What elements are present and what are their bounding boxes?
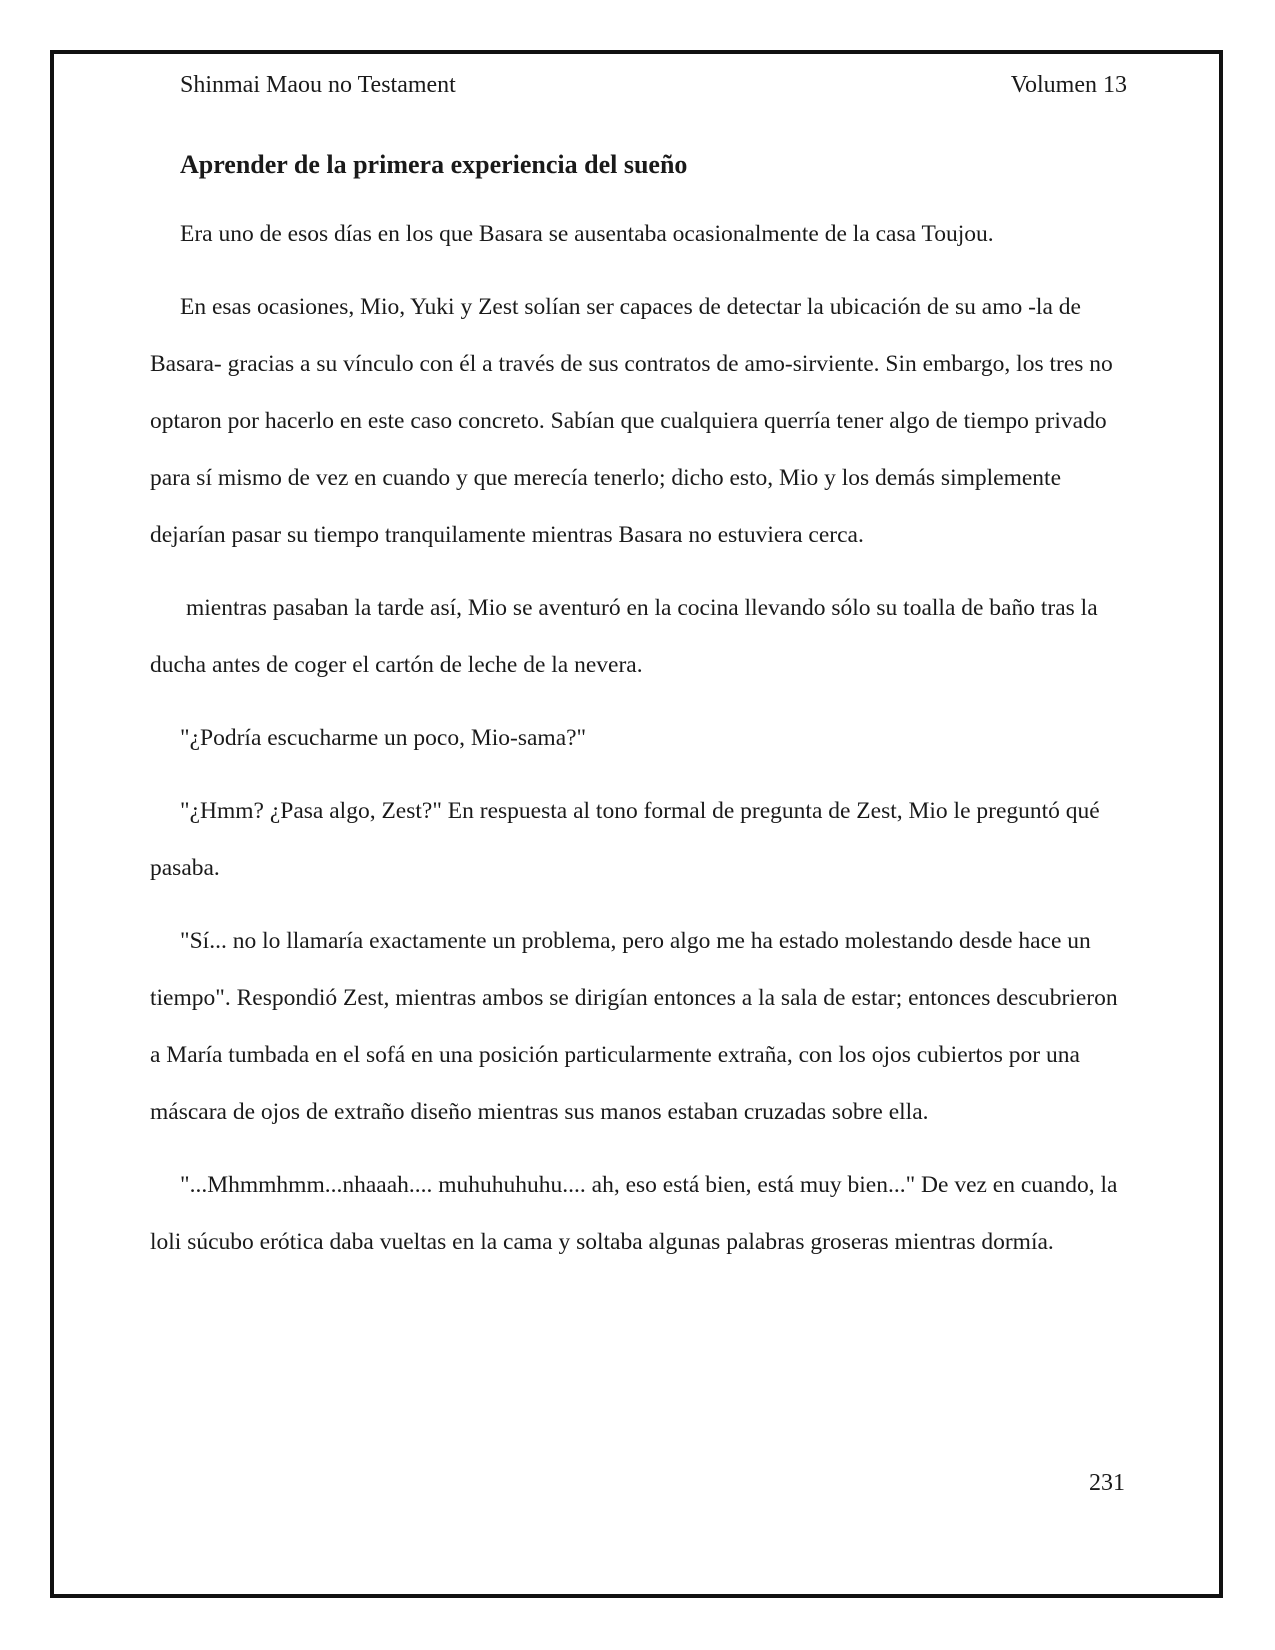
paragraph: "...Mhmmhmm...nhaaah.... muhuhuhuhu.... ah, eso está bien, está muy bien..." De vez en cuando, la loli súcubo erótica daba vueltas en la cama y soltaba algunas palabras groseras mientras dormía. — [150, 1172, 1118, 1255]
paragraph: "¿Podría escucharme un poco, Mio-sama?" — [180, 725, 587, 751]
paragraph: mientras pasaban la tarde así, Mio se aventuró en la cocina llevando sólo su toalla de baño tras la ducha antes de coger el cartón de leche de la nevera. — [150, 595, 1098, 678]
book-title: Shinmai Maou no Testament — [180, 72, 456, 98]
paragraph: Era uno de esos días en los que Basara se ausentaba ocasionalmente de la casa Toujou. — [180, 221, 994, 247]
paragraph: "Sí... no lo llamaría exactamente un problema, pero algo me ha estado molestando desde hace un tiempo". Respondió Zest, mientras ambos se dirigían entonces a la sala de estar; entonces descubrieron a María tumbada en el sofá en una posición particularmente extraña, con los ojos cubiertos por una máscara de ojos de extraño diseño mientras sus manos estaban cruzadas sobre ella. — [150, 928, 1118, 1125]
chapter-title: Aprender de la primera experiencia del sueño — [180, 150, 688, 179]
page-number: 231 — [1089, 1470, 1125, 1496]
paragraph: En esas ocasiones, Mio, Yuki y Zest solían ser capaces de detectar la ubicación de su amo -la de Basara- gracias a su vínculo con él a través de sus contratos de amo-sirviente. Sin embargo, los tres no optaron por hacerlo en este caso concreto. Sabían que cualquiera querría tener algo de tiempo privado para sí mismo de vez en cuando y que merecía tenerlo; dicho esto, Mio y los demás simplemente dejarían pasar su tiempo tranquilamente mientras Basara no estuviera cerca. — [150, 294, 1113, 548]
volume-label: Volumen 13 — [1010, 72, 1127, 98]
paragraph: "¿Hmm? ¿Pasa algo, Zest?" En respuesta al tono formal de pregunta de Zest, Mio le preguntó qué pasaba. — [150, 798, 1100, 881]
body-text — [150, 206, 1125, 1287]
